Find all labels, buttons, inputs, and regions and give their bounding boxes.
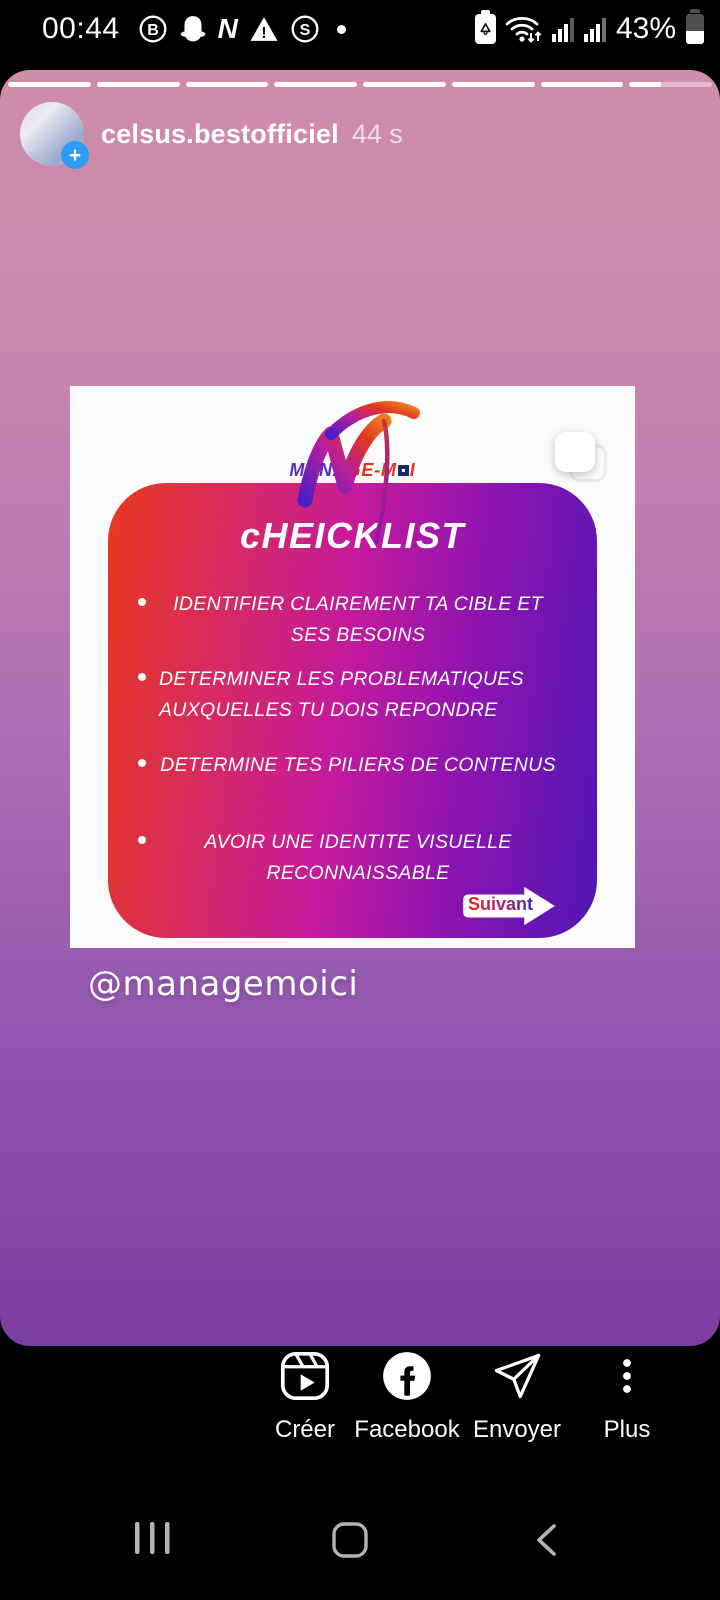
story-progress-segment (629, 82, 712, 87)
bullet-dot-icon (138, 759, 146, 767)
next-button-label: Suivant (468, 894, 534, 914)
warning-triangle-icon (249, 15, 279, 43)
story-progress-segment (186, 82, 269, 87)
home-icon (330, 1520, 370, 1560)
facebook-icon (351, 1348, 463, 1404)
recents-icon (131, 1520, 175, 1556)
share-facebook-button[interactable]: Facebook (351, 1348, 463, 1444)
brand-text-red: GE-M (346, 460, 397, 480)
battery-icon (686, 14, 704, 44)
battery-percent: 43% (615, 12, 676, 45)
story-timestamp: 44 s (351, 118, 403, 149)
story-avatar[interactable] (20, 102, 84, 166)
notification-dot (337, 25, 346, 34)
notification-icons (138, 14, 346, 44)
story-progress-segment (97, 82, 180, 87)
checklist-item: DETERMINER LES PROBLEMATIQUES AUXQUELLES TU DOIS REPONDRE (138, 664, 571, 726)
more-dots-icon (571, 1348, 683, 1404)
checklist-item: IDENTIFIER CLAIREMENT TA CIBLE ET SES BESOINS (138, 589, 571, 651)
recents-button[interactable] (131, 1520, 175, 1561)
checklist-card (108, 483, 597, 938)
circled-s-icon (290, 14, 320, 44)
svg-text:!: ! (261, 24, 267, 42)
story-progress-bar (8, 82, 712, 87)
reels-icon (249, 1348, 361, 1404)
svg-text:S: S (299, 22, 311, 39)
svg-text:B: B (146, 22, 159, 39)
snapchat-ghost-icon (179, 15, 207, 43)
wifi-icon (504, 13, 544, 45)
signal-bars-sim1 (552, 14, 576, 44)
story-progress-segment (363, 82, 446, 87)
send-button[interactable]: Envoyer (461, 1348, 573, 1444)
mention-tag[interactable]: @managemoici (88, 964, 359, 1004)
checklist-item: DETERMINE TES PILIERS DE CONTENUS (138, 750, 571, 781)
story-media-post[interactable] (70, 386, 635, 948)
more-options-button[interactable]: Plus (571, 1348, 683, 1444)
brand-text-purple: MANA (289, 460, 347, 480)
home-button[interactable] (330, 1520, 370, 1565)
battery-saver-icon (475, 14, 496, 44)
signal-bars-sim2 (584, 14, 608, 44)
netflix-icon: N (217, 13, 238, 44)
system-status-icons (475, 12, 704, 46)
status-bar (0, 0, 720, 58)
bullet-dot-icon (138, 836, 146, 844)
add-story-badge[interactable]: + (61, 141, 89, 169)
story-progress-segment (452, 82, 535, 87)
circled-b-icon (138, 14, 168, 44)
story-username[interactable]: celsus.bestofficiel (101, 118, 339, 149)
brand-o-square-icon (398, 465, 409, 476)
brand-wordmark (70, 460, 635, 481)
story-progress-segment (541, 82, 624, 87)
create-button[interactable]: Créer (249, 1348, 361, 1444)
checklist-item: AVOIR UNE IDENTITE VISUELLE RECONNAISSABLE (138, 827, 571, 889)
clock: 00:44 (42, 12, 120, 45)
checklist-title: cHEICKLIST (239, 515, 466, 556)
story-header (20, 102, 403, 166)
back-button[interactable] (530, 1520, 566, 1565)
bullet-dot-icon (138, 598, 146, 606)
next-button (459, 885, 559, 927)
back-chevron-icon (530, 1520, 566, 1560)
brand-text-i: I (409, 460, 416, 480)
story-viewer[interactable] (0, 70, 720, 1346)
story-progress-segment (274, 82, 357, 87)
send-paper-plane-icon (461, 1348, 573, 1404)
story-progress-segment (8, 82, 91, 87)
bullet-dot-icon (138, 673, 146, 681)
